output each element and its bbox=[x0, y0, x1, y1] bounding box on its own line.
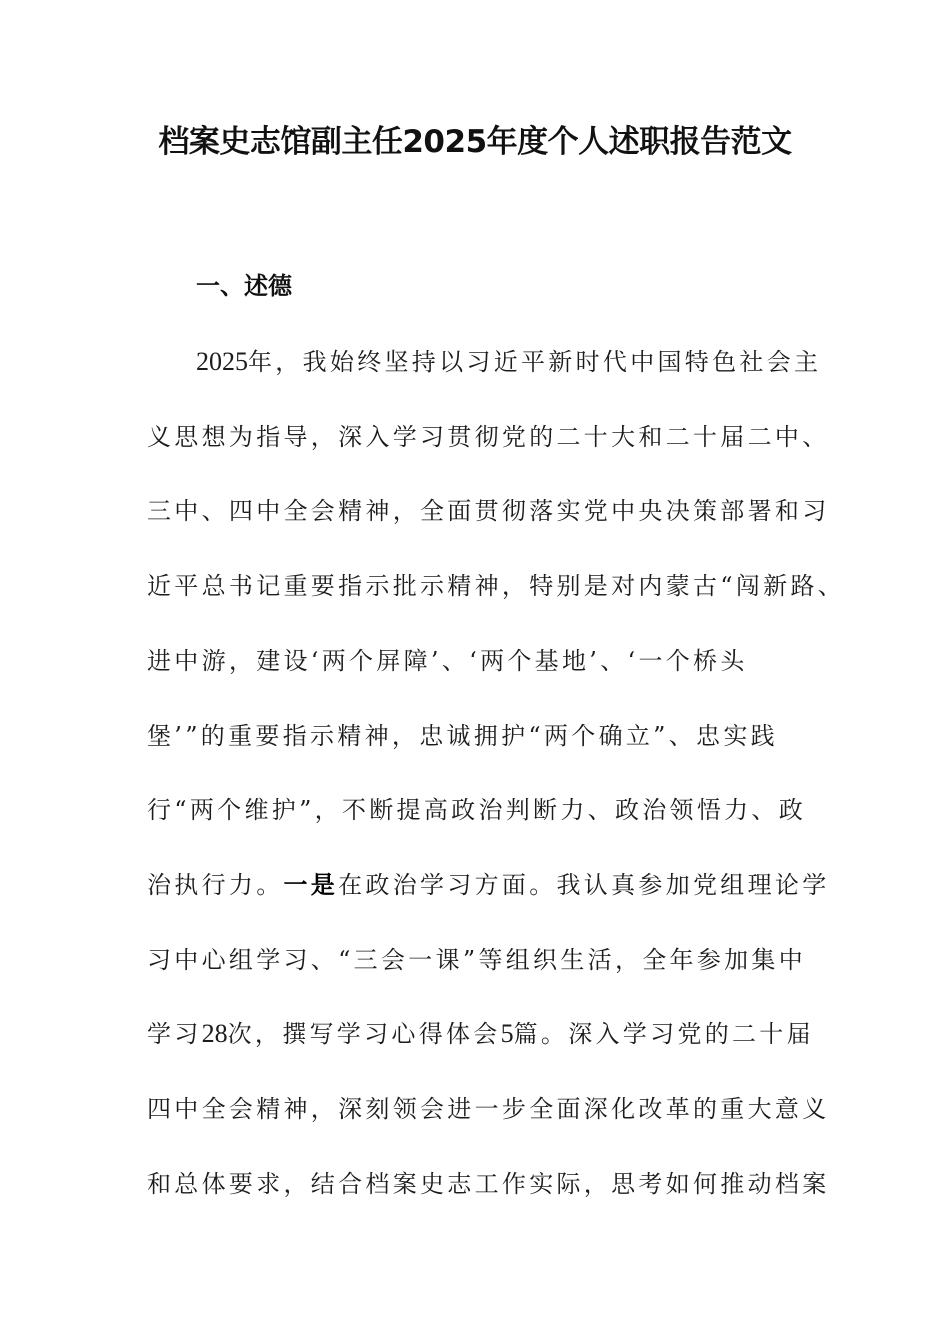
section-heading: 一、述德 bbox=[196, 272, 292, 300]
text-line bbox=[147, 867, 830, 903]
text-run: 进中游，建设‘两个屏障’、‘两个基地’、‘一个桥头 bbox=[147, 646, 748, 675]
text-run: 近平总书记重要指示批示精神，特别是对内蒙古“闯新路、 bbox=[147, 572, 846, 601]
text-run: 义思想为指导，深入学习贯彻党的二十大和二十届二中、 bbox=[147, 422, 830, 451]
text-line bbox=[147, 493, 830, 529]
text-run: 三中、四中全会精神，全面贯彻落实党中央决策部署和习 bbox=[147, 497, 830, 526]
number-text: 5 bbox=[500, 1019, 514, 1049]
text-run: 治执行力。 bbox=[147, 870, 284, 899]
text-run: 堡’”的重要指示精神，忠诚拥护“两个确立”、忠实践 bbox=[147, 721, 778, 750]
text-run: 习中心组学习、“三会一课”等组织生活，全年参加集中 bbox=[147, 945, 807, 974]
text-run: 学习 bbox=[147, 1020, 202, 1049]
text-line bbox=[147, 1166, 830, 1202]
text-line bbox=[147, 643, 797, 679]
text-line bbox=[147, 1091, 830, 1127]
bold-emphasis: 一是 bbox=[283, 870, 339, 899]
text-run: 篇。深入学习党的二十届 bbox=[513, 1020, 814, 1049]
number-text: 28 bbox=[201, 1019, 228, 1049]
text-line bbox=[147, 1016, 814, 1052]
text-run: 四中全会精神，深刻领会进一步全面深化改革的重大意义 bbox=[147, 1095, 830, 1123]
text-line bbox=[147, 942, 807, 978]
text-run: 次，撰写学习心得体会 bbox=[227, 1020, 501, 1049]
text-line bbox=[147, 568, 846, 604]
text-line bbox=[147, 718, 797, 754]
text-run: 在政治学习方面。我认真参加党组理论学 bbox=[338, 870, 830, 899]
text-run: 行“两个维护”，不断提高政治判断力、政治领悟力、政 bbox=[147, 796, 807, 825]
number-text: 2025 bbox=[196, 347, 248, 376]
text-line bbox=[147, 419, 830, 455]
text-run: 年，我始终坚持以习近平新时代中国特色社会主 bbox=[248, 348, 822, 376]
text-line bbox=[147, 792, 807, 828]
document-title: 档案史志馆副主任2025年度个人述职报告范文 bbox=[158, 124, 792, 160]
text-line bbox=[196, 344, 846, 380]
text-run: 和总体要求，结合档案史志工作实际，思考如何推动档案 bbox=[147, 1169, 830, 1198]
